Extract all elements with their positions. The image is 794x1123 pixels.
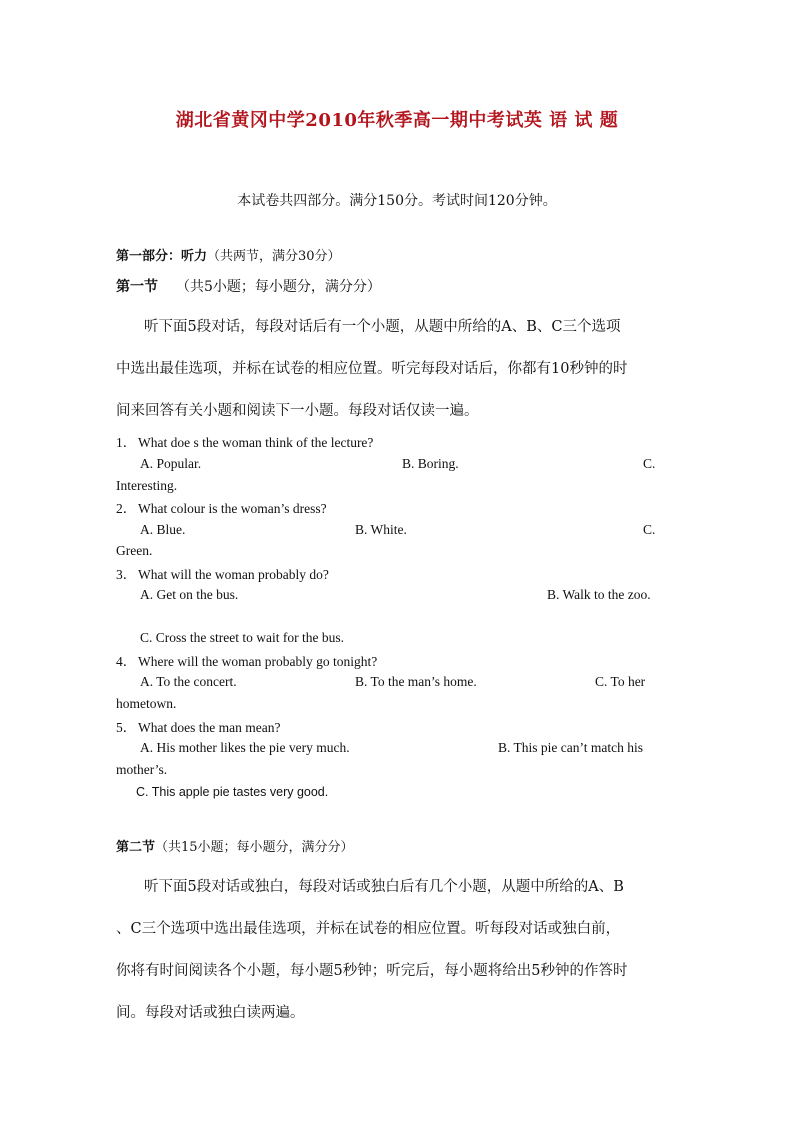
instruction-line: 中选出最佳选项，并标在试卷的相应位置。听完每段对话后，你都有10秒钟的时 bbox=[116, 361, 628, 377]
question-number: 4． bbox=[116, 654, 137, 669]
question-4 bbox=[116, 651, 672, 673]
instruction-line: 、C三个选项中选出最佳选项，并标在试卷的相应位置。听每段对话或独白前， bbox=[116, 921, 621, 937]
section2-instructions bbox=[116, 866, 676, 1034]
part1-heading-label: 第一部分：听力 bbox=[116, 249, 208, 264]
option-b-continued: mother’s. bbox=[116, 762, 168, 777]
section1-instructions bbox=[116, 306, 676, 432]
option-c-continued: Interesting. bbox=[116, 478, 178, 493]
section2-heading bbox=[116, 836, 354, 855]
part1-heading-suffix: （共两节，满分30分） bbox=[207, 249, 341, 264]
question-text: What colour is the woman’s dress? bbox=[138, 501, 327, 516]
question-number: 2． bbox=[116, 501, 137, 516]
section1-heading-label: 第一节 bbox=[116, 279, 158, 295]
question-5 bbox=[116, 717, 672, 739]
section1-heading-suffix: （共5小题；每小题分，满分分） bbox=[176, 279, 381, 295]
question-3 bbox=[116, 564, 672, 586]
option-a: A. Blue. bbox=[140, 522, 186, 537]
question-text: Where will the woman probably go tonight? bbox=[138, 654, 378, 669]
section2-heading-label: 第二节 bbox=[116, 840, 156, 855]
option-a: A. Popular. bbox=[140, 456, 202, 471]
question-text: What does the man mean? bbox=[138, 720, 281, 735]
option-a: A. To the concert. bbox=[140, 674, 237, 689]
question-text: What will the woman probably do? bbox=[138, 567, 329, 582]
option-c: C. This apple pie tastes very good. bbox=[136, 785, 329, 799]
option-a: A. His mother likes the pie very much. bbox=[140, 740, 350, 755]
part1-heading bbox=[116, 245, 341, 264]
section1-heading bbox=[116, 276, 381, 296]
exam-intro: 本试卷共四部分。满分150分。考试时间120分钟。 bbox=[237, 193, 557, 209]
instruction-line: 间。每段对话或独白读两遍。 bbox=[116, 1005, 305, 1021]
question-text: What doe s the woman think of the lecture? bbox=[138, 435, 374, 450]
option-c: C. To her bbox=[595, 674, 646, 689]
question-number: 5． bbox=[116, 720, 137, 735]
instruction-line: 你将有时间阅读各个小题，每小题5秒钟；听完后，每小题将给出5秒钟的作答时 bbox=[116, 963, 628, 979]
option-c: C. Cross the street to wait for the bus. bbox=[140, 630, 344, 645]
option-c: C. bbox=[643, 456, 656, 471]
option-b: B. This pie can’t match his bbox=[498, 740, 643, 755]
question-number: 3． bbox=[116, 567, 137, 582]
page-title: 湖北省黄冈中学2010年秋季高一期中考试英 语 试 题 bbox=[175, 110, 619, 131]
option-c: C. bbox=[643, 522, 656, 537]
option-c-continued: hometown. bbox=[116, 696, 177, 711]
question-2 bbox=[116, 498, 672, 520]
option-b: B. Walk to the zoo. bbox=[547, 587, 651, 602]
instruction-line: 间来回答有关小题和阅读下一小题。每段对话仅读一遍。 bbox=[116, 403, 479, 419]
option-c-continued: Green. bbox=[116, 543, 153, 558]
section2-heading-suffix: （共15小题；每小题分，满分分） bbox=[155, 840, 354, 855]
option-b: B. Boring. bbox=[402, 456, 459, 471]
option-b: B. To the man’s home. bbox=[355, 674, 477, 689]
question-number: 1． bbox=[116, 435, 137, 450]
instruction-line: 听下面5段对话或独白，每段对话或独白后有几个小题，从题中所给的A、B bbox=[144, 879, 624, 895]
instruction-line: 听下面5段对话，每段对话后有一个小题，从题中所给的A、B、C三个选项 bbox=[144, 319, 621, 335]
option-a: A. Get on the bus. bbox=[140, 587, 239, 602]
question-1 bbox=[116, 432, 672, 454]
option-b: B. White. bbox=[355, 522, 407, 537]
